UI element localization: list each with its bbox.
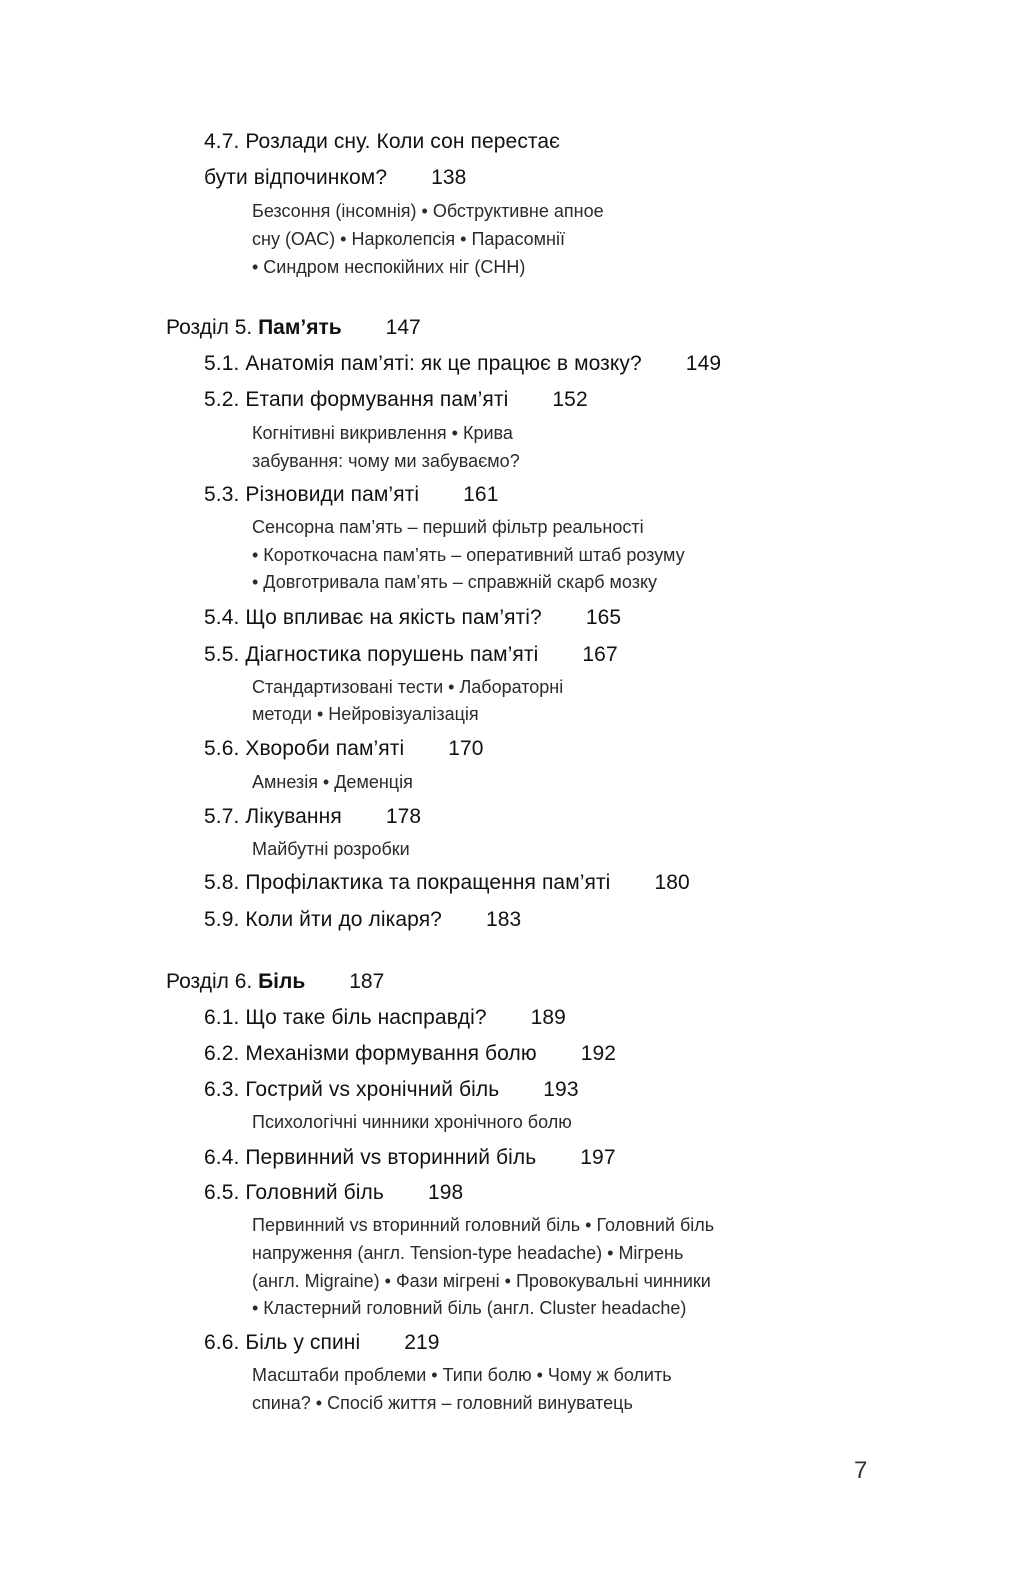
- subtopic-line: Безсоння (інсомнія) • Обструктивне апное: [252, 201, 604, 221]
- subtopic-line: забування: чому ми забуваємо?: [252, 451, 520, 471]
- subtopic-line: (англ. Migraine) • Фази мігрені • Провокувальні чинники: [252, 1271, 711, 1291]
- section-entry: [204, 643, 618, 667]
- subtopic-line: напруження (англ. Tension-type headache) • Мігрень: [252, 1243, 684, 1263]
- section-page-number: 219: [404, 1331, 440, 1354]
- subtopic-line: Психологічні чинники хронічного болю: [252, 1112, 572, 1132]
- subtopic-line: Стандартизовані тести • Лабораторні: [252, 677, 564, 697]
- subtopic-line: • Довготривала пам’ять – справжній скарб мозку: [252, 572, 658, 592]
- subtopic-line: • Синдром неспокійних ніг (СНН): [252, 257, 526, 277]
- chapter-heading: [166, 970, 384, 994]
- section-entry: [204, 352, 721, 376]
- section-page-number: 167: [582, 643, 618, 666]
- subtopic-line: • Кластерний головний біль (англ. Cluster headache): [252, 1298, 687, 1318]
- section-title: 6.6. Біль у спині: [204, 1331, 361, 1354]
- section-title: 5.8. Профілактика та покращення пам’яті: [204, 871, 611, 894]
- section-title: 6.3. Гострий vs хронічний біль: [204, 1078, 500, 1101]
- section-title: 4.7. Розлади сну. Коли сон перестає: [204, 130, 560, 153]
- section-title: 5.5. Діагностика порушень пам’яті: [204, 643, 539, 666]
- section-title: 6.1. Що таке біль насправді?: [204, 1006, 487, 1029]
- subtopic-line: Амнезія • Деменція: [252, 772, 413, 792]
- section-title: 5.3. Різновиди пам’яті: [204, 483, 420, 506]
- section-entry: [204, 737, 484, 761]
- subtopic-line: Сенсорна пам’ять – перший фільтр реальності: [252, 517, 644, 537]
- section-title: 5.2. Етапи формування пам’яті: [204, 388, 509, 411]
- section-entry: [204, 1042, 616, 1066]
- chapter-prefix: Розділ 5.: [166, 316, 259, 339]
- section-title: 5.1. Анатомія пам’яті: як це працює в мозку?: [204, 352, 642, 375]
- section-entry: [204, 388, 588, 412]
- section-page-number: 180: [654, 871, 690, 894]
- section-title: 6.2. Механізми формування болю: [204, 1042, 537, 1065]
- section-page-number: 192: [580, 1042, 617, 1065]
- page-number: 7: [854, 1457, 868, 1484]
- subtopic-line: сну (ОАС) • Нарколепсія • Парасомнії: [252, 229, 565, 249]
- section-title: 5.6. Хвороби пам’яті: [204, 737, 405, 760]
- section-title: 5.7. Лікування: [204, 805, 342, 828]
- subtopic-line: Масштаби проблеми • Типи болю • Чому ж болить: [252, 1365, 672, 1385]
- section-title: 6.5. Головний біль: [204, 1181, 384, 1204]
- section-page-number: 183: [485, 908, 522, 931]
- chapter-title: Пам’ять: [258, 316, 342, 339]
- section-entry: [204, 871, 690, 895]
- section-entry: [204, 130, 560, 154]
- chapter-heading: [166, 316, 421, 340]
- section-entry: [204, 1331, 440, 1355]
- section-entry: [204, 606, 621, 630]
- section-entry: [204, 483, 499, 507]
- section-entry: [204, 1146, 616, 1170]
- subtopic-line: Когнітивні викривлення • Крива: [252, 423, 513, 443]
- section-page-number: 161: [463, 483, 499, 506]
- section-entry: [204, 1181, 463, 1205]
- section-title: бути відпочинком?: [204, 166, 388, 189]
- section-page-number: 178: [385, 805, 422, 828]
- chapter-title: Біль: [258, 970, 306, 993]
- section-title: 5.4. Що впливає на якість пам’яті?: [204, 606, 542, 629]
- subtopic-line: спина? • Спосіб життя – головний винуватець: [252, 1393, 633, 1413]
- section-page-number: 193: [543, 1078, 579, 1101]
- section-page-number: 152: [552, 388, 588, 411]
- section-entry: [204, 908, 521, 932]
- section-page-number: 170: [448, 737, 484, 760]
- section-page-number: 198: [427, 1181, 464, 1204]
- section-entry: [204, 1078, 579, 1102]
- section-entry: [204, 166, 466, 190]
- chapter-prefix: Розділ 6.: [166, 970, 259, 993]
- section-page-number: 138: [431, 166, 467, 189]
- section-title: 5.9. Коли йти до лікаря?: [204, 908, 442, 931]
- chapter-page-number: 147: [385, 316, 421, 339]
- section-page-number: 189: [530, 1006, 566, 1029]
- subtopic-line: • Короткочасна пам’ять – оперативний штаб розуму: [252, 545, 685, 565]
- section-page-number: 165: [585, 606, 622, 629]
- subtopic-line: Первинний vs вторинний головний біль • Головний біль: [252, 1215, 715, 1235]
- section-entry: [204, 1006, 566, 1030]
- section-title: 6.4. Первинний vs вторинний біль: [204, 1146, 537, 1169]
- subtopic-line: методи • Нейровізуалізація: [252, 704, 479, 724]
- subtopic-line: Майбутні розробки: [252, 839, 410, 859]
- section-entry: [204, 805, 421, 829]
- chapter-page-number: 187: [349, 970, 385, 993]
- section-page-number: 197: [580, 1146, 616, 1169]
- section-page-number: 149: [685, 352, 722, 375]
